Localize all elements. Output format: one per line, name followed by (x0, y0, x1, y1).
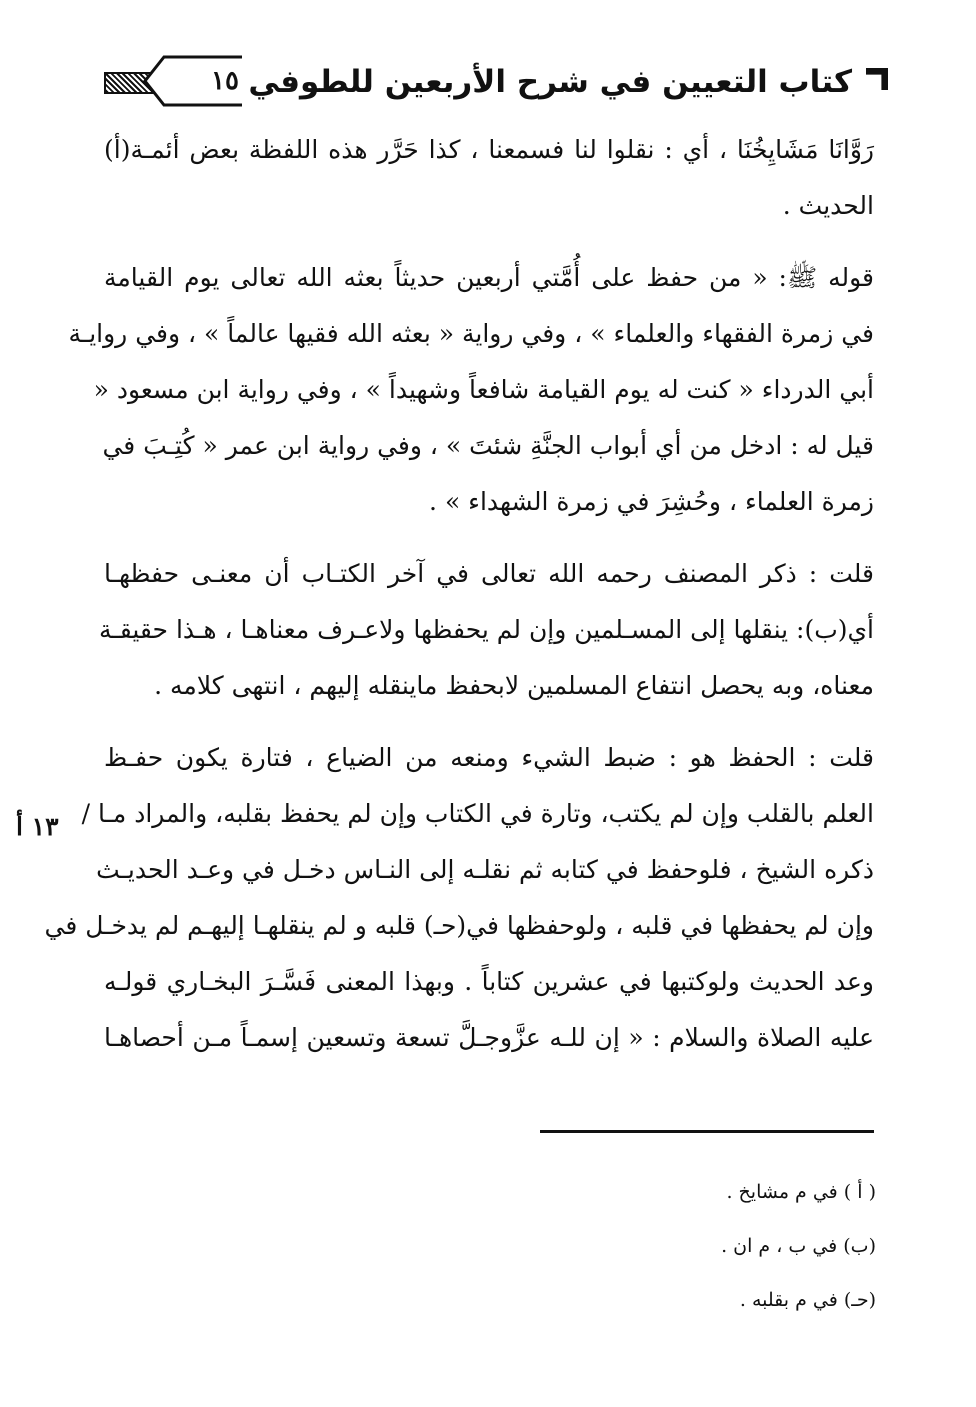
text-line: عليه الصلاة والسلام : « إن للـه عزَّوجـلَّ تسعة وتسعين إسمـاً مـن أحصاهـا (104, 1023, 874, 1052)
manuscript-folio-marker: ١٣ أ (16, 812, 59, 841)
corner-ornament-icon (866, 68, 888, 90)
paragraph-4 (44, 730, 874, 1066)
paragraph-2 (68, 250, 874, 530)
text-line: قيل له : ادخل من أي أبواب الجنَّةِ شئتَ » ، وفي رواية ابن عمر « كُتِـبَ في (102, 431, 874, 460)
text-line: قلت : الحفظ هو : ضبط الشيء ومنعه من الضياع ، فتارة يكون حفـظ (104, 743, 874, 772)
text-line: الحديث . (782, 191, 874, 220)
text-line: في زمرة الفقهاء والعلماء » ، وفي رواية « بعثه الله فقيها عالماً » ، وفي روايـة (68, 319, 874, 348)
page-header (100, 46, 888, 116)
text-line: زمرة العلماء ، وحُشِرَ في زمرة الشهداء » . (429, 487, 874, 516)
text-line: العلم بالقلب وإن لم يكتب، وتارة في الكتاب وإن لم يحفظ بقلبه، والمراد مـا / (81, 799, 874, 828)
paragraph-1 (104, 122, 874, 234)
footnote-separator (540, 1130, 874, 1133)
page-number: ١٥ (211, 66, 239, 96)
text-line: قوله ﷺ: « من حفظ على أُمَّتي أربعين حديثاً بعثه الله تعالى يوم القيامة (104, 263, 874, 292)
footnote: (ب) في ب ، م ان . (721, 1235, 876, 1257)
text-line: أبي الدرداء « كنت له يوم القيامة شافعاً وشهيداً » ، وفي رواية ابن مسعود « (93, 375, 874, 404)
text-line: وعد الحديث ولوكتبها في عشرين كتاباً . وبهذا المعنى فَسَّـرَ البخـاري قولـه (104, 967, 874, 996)
book-title: كتاب التعيين في شرح الأربعين للطوفي (242, 52, 858, 112)
text-line: ذكره الشيخ ، فلوحفظ في كتابه ثم نقلـه إلى النـاس دخـل في وعـد الحديـث (96, 855, 874, 884)
footnote: (حـ) في م بقلبه . (739, 1289, 876, 1311)
text-line: معناه، وبه يحصل انتفاع المسلمين لابحفظ ماينقله إليهم ، انتهى كلامه . (154, 671, 874, 700)
text-line: وإن لم يحفظها في قلبه ، ولوحفظها في(حـ) قلبه و لم ينقلهـا إليهـم لم يدخـل في (44, 911, 874, 940)
text-line: قلت : ذكر المصنف رحمه الله تعالى في آخر الكتـاب أن معنـى حفظهـا (104, 559, 874, 588)
text-line: رَوَّانَا مَشَايِخُنَا ، أي : نقلوا لنا فسمعنا ، كذا حَرَّر هذه اللفظة بعض أئمـة(أ) (104, 135, 874, 164)
footnotes (476, 1172, 876, 1334)
footnote: ( أ ) في م مشايخ . (726, 1181, 876, 1203)
text-line: أي(ب): ينقلها إلى المسـلمين وإن لم يحفظها ولاعـرف معناهـا ، هـذا حقيقـة (98, 615, 874, 644)
main-text (44, 122, 874, 1066)
paragraph-3 (98, 546, 874, 714)
